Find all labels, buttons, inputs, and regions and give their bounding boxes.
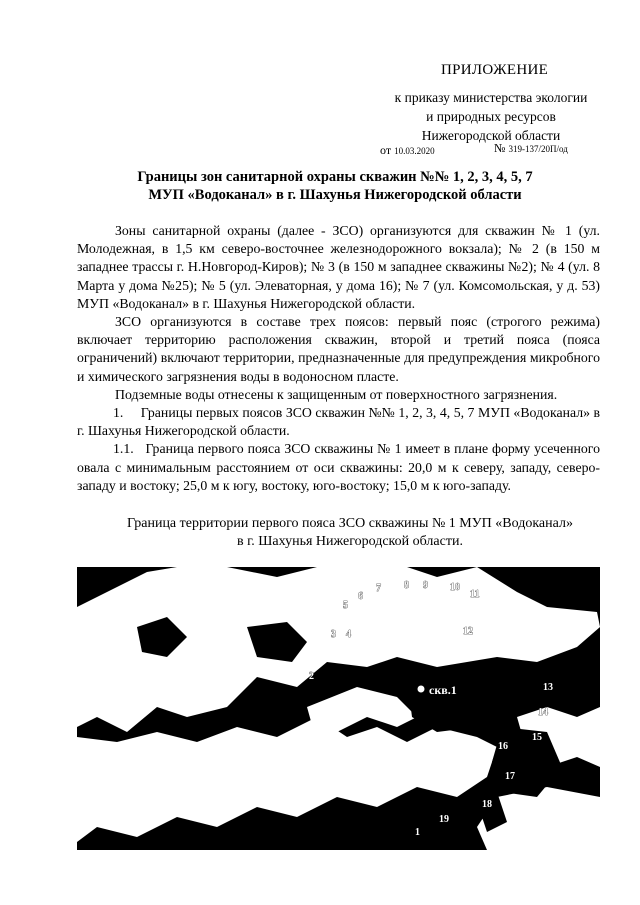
- title-line-2: МУП «Водоканал» в г. Шахунья Нижегородской области: [148, 187, 522, 203]
- map-point-8: 8: [404, 580, 409, 591]
- document-body: [77, 222, 600, 495]
- map-point-7: 7: [376, 583, 381, 594]
- map-point-16: 16: [498, 741, 508, 752]
- number-value: 319-137/20П/од: [508, 144, 568, 154]
- order-line-3: Нижегородской области: [421, 128, 561, 143]
- caption-line-2: в г. Шахунья Нижегородской области.: [237, 534, 463, 549]
- map-point-9: 9: [423, 580, 428, 591]
- document-title: [60, 168, 610, 204]
- map-point-17: 17: [505, 771, 515, 782]
- order-reference: [376, 88, 606, 145]
- date-value: 10.03.2020: [394, 146, 435, 156]
- date-prefix: от: [380, 143, 392, 157]
- map-point-1: 1: [415, 827, 420, 838]
- well-label: скв.1: [429, 683, 457, 697]
- map-point-18: 18: [482, 799, 492, 810]
- map-point-5: 5: [343, 600, 348, 611]
- zone-map-image: [77, 567, 600, 850]
- paragraph-4: 1. Границы первых поясов ЗСО скважин №№ 1, 2, 3, 4, 5, 7 МУП «Водоканал» в г. Шахунья Нижегородской области.: [77, 405, 600, 439]
- map-point-14: 14: [538, 707, 548, 718]
- number-prefix: №: [494, 141, 506, 155]
- map-point-2: 2: [309, 671, 314, 682]
- title-line-1: Границы зон санитарной охраны скважин №№ 1, 2, 3, 4, 5, 7: [137, 169, 533, 185]
- paragraph-5: 1.1. Граница первого пояса ЗСО скважины № 1 имеет в плане форму усеченного овала с минимальным расстоянием от оси скважины: 20,0 м к северу, западу, северо-западу и востоку; 25,0 м к югу, востоку, юго-востоку; 15,0 м к юго-западу.: [77, 441, 600, 493]
- well-marker: [417, 685, 425, 693]
- appendix-heading: ПРИЛОЖЕНИЕ: [441, 62, 549, 78]
- order-date: [380, 143, 435, 158]
- order-number: [494, 141, 568, 156]
- map-point-3: 3: [331, 629, 336, 640]
- map-point-12: 12: [463, 626, 473, 637]
- map-point-15: 15: [532, 732, 542, 743]
- map-point-19: 19: [439, 814, 449, 825]
- order-line-2: и природных ресурсов: [426, 109, 556, 124]
- paragraph-1: Зоны санитарной охраны (далее - ЗСО) организуются для скважин № 1 (ул. Молодежная, в 1,5 км северо-восточнее железнодорожного вокзала); № 2 (в 150 м западнее трассы г. Н.Новгород-Киров); № 3 (в 150 м западнее скважины №2); № 4 (ул. 8 Марта у дома №25); № 5 (ул. Элеваторная, у дома 16); № 7 (ул. Комсомольская, у д. 53) МУП «Водоканал» в г. Шахунья Нижегородской области.: [77, 223, 600, 311]
- map-point-6: 6: [358, 591, 363, 602]
- caption-line-1: Граница территории первого пояса ЗСО скважины № 1 МУП «Водоканал»: [127, 516, 573, 531]
- map-caption: [100, 515, 600, 551]
- map-point-4: 4: [346, 629, 351, 640]
- map-point-11: 11: [470, 589, 480, 600]
- map-point-10: 10: [450, 582, 460, 593]
- paragraph-2: ЗСО организуются в составе трех поясов: первый пояс (строгого режима) включает территорию расположения скважин, второй и третий пояса (пояса ограничений) включают территории, предназначенные для предупреждения микробного и химического загрязнения воды в водоносном пласте.: [77, 314, 600, 384]
- map-point-13: 13: [543, 682, 553, 693]
- order-line-1: к приказу министерства экологии: [394, 90, 588, 105]
- paragraph-3: Подземные воды отнесены к защищенным от поверхностного загрязнения.: [115, 386, 558, 402]
